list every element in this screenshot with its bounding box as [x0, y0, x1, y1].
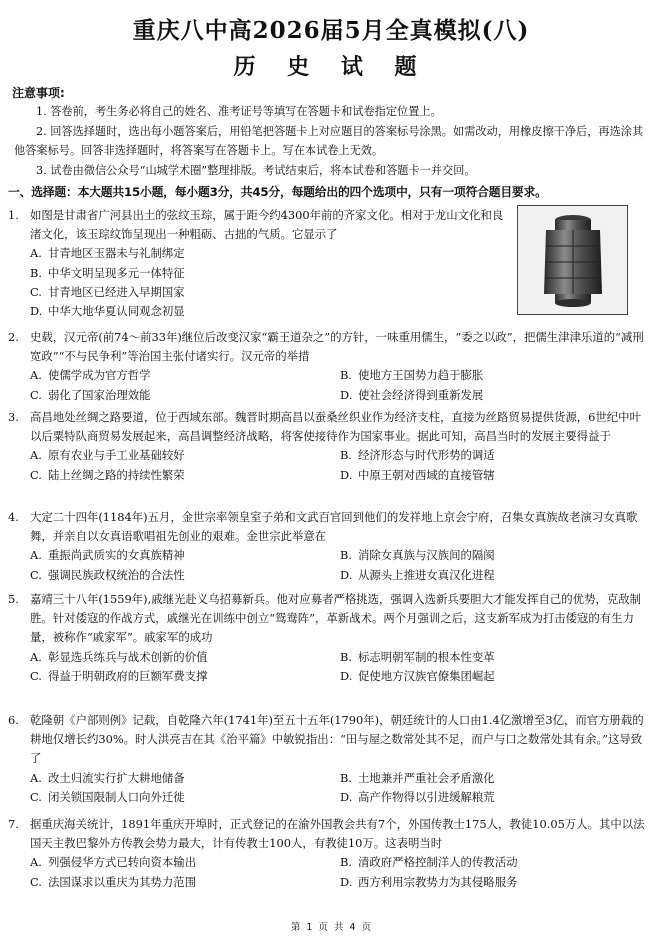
- option-a[interactable]: A. 重振尚武质实的女真族精神: [30, 548, 185, 563]
- notice-list: [14, 102, 648, 180]
- question-6: [8, 711, 650, 807]
- question-7: [8, 815, 650, 892]
- question-number: 5.: [8, 592, 19, 606]
- option-b[interactable]: B. 经济形态与时代形势的调适: [340, 448, 495, 463]
- option-b[interactable]: B. 使地方王国势力趋于膨胀: [340, 368, 484, 383]
- option-b[interactable]: B. 土地兼并严重社会矛盾激化: [340, 770, 495, 785]
- question-4: [8, 508, 650, 585]
- question-number: 2.: [8, 330, 19, 344]
- question-text: 史载，汉元帝(前74～前33年)继位后改变汉家“霸王道杂之”的方针，一味重用儒生，“委之以政”，把儒生津津乐道的“减刑宽政”“不与民争利”等治国主张付诸实行。汉元帝的举措: [30, 330, 644, 364]
- jade-cong-icon: [518, 206, 627, 314]
- option-a[interactable]: A. 改土归流实行扩大耕地储备: [30, 770, 185, 785]
- options: [30, 244, 508, 321]
- question-stem: [8, 590, 650, 648]
- question-text: 乾隆朝《户部则例》记载，自乾隆六年(1741年)至五十五年(1790年)，朝廷统计的人口由1.4亿激增至3亿，而官方册载的耕地仅增长约30%。时人洪亮吉在其《治平篇》中敏锐指出：“田与屋之数常处其不足，而户与口之数常处其有余。”这导致了: [30, 713, 644, 766]
- question-stem: [8, 815, 650, 853]
- options: [30, 546, 650, 584]
- notice-item: 2. 回答选择题时，选出每小题答案后，用铅笔把答题卡上对应题目的答案标号涂黑。如需改动，用橡皮擦干净后，再选涂其他答案标号。回答非选择题时，将答案写在答题卡上。写在本试卷上无效。: [14, 124, 644, 157]
- option-d[interactable]: D. 西方利用宗教势力为其侵略服务: [340, 874, 518, 889]
- option-c[interactable]: C. 甘青地区已经进入早期国家: [30, 284, 185, 299]
- option-b[interactable]: B. 标志明朝军制的根本性变革: [340, 649, 495, 664]
- option-c[interactable]: C. 强调民族政权统治的合法性: [30, 567, 185, 582]
- option-d[interactable]: D. 中原王朝对西域的直接管辖: [340, 467, 495, 482]
- option-c[interactable]: C. 闭关锁国限制人口向外迁徙: [30, 789, 185, 804]
- exam-title: 重庆八中高2026届5月全真模拟(八): [132, 17, 530, 44]
- question-number: 3.: [8, 410, 19, 424]
- option-c[interactable]: C. 法国谋求以重庆为其势力范围: [30, 874, 197, 889]
- option-a[interactable]: A. 彰显选兵练兵与战术创新的价值: [30, 649, 208, 664]
- question-2: [8, 328, 650, 405]
- options: [30, 853, 650, 891]
- question-number: 6.: [8, 713, 19, 727]
- question-text: 嘉靖三十八年(1559年),戚继光赴义乌招募新兵。他对应募者严格挑选，强调入选新兵要胆大才能发挥自己的优势，克敌制胜。针对倭寇的作战方式，戚继光在训练中创立“鸳鸯阵”，革新战术。两个月强训之后，这支新军成为打击倭寇的有生力量，被称作“戚家军”。戚家军的成功: [30, 592, 642, 645]
- question-5: [8, 590, 650, 686]
- option-a[interactable]: A. 甘青地区玉器未与礼制绑定: [30, 246, 185, 261]
- cong-jade-artifact-image: [517, 205, 628, 315]
- question-stem: [8, 711, 650, 769]
- options: [30, 366, 650, 404]
- option-a[interactable]: A. 原有农业与手工业基础较好: [30, 448, 185, 463]
- question-3: [8, 408, 650, 485]
- question-text: 如图是甘肃省广河县出土的弦纹玉琮，属于距今约4300年前的齐家文化。相对于龙山文化和良渚文化，该玉琮纹饰呈现出一种粗砺、古拙的气质。它显示了: [30, 208, 504, 242]
- notice-item: 1. 答卷前，考生务必将自己的姓名、准考证号等填写在答题卡和试卷指定位置上。: [36, 105, 442, 118]
- option-b[interactable]: B. 清政府严格控制洋人的传教活动: [340, 855, 518, 870]
- option-b[interactable]: B. 消除女真族与汉族间的隔阂: [340, 548, 495, 563]
- question-stem: [8, 408, 650, 446]
- option-a[interactable]: A. 列强侵华方式已转向资本输出: [30, 855, 197, 870]
- option-c[interactable]: C. 弱化了国家治理效能: [30, 387, 151, 402]
- question-number: 4.: [8, 510, 19, 524]
- option-d[interactable]: D. 高产作物得以引进缓解粮荒: [340, 789, 495, 804]
- options: [30, 648, 650, 686]
- option-d[interactable]: D. 从源头上推进女真汉化进程: [340, 567, 495, 582]
- question-number: 1.: [8, 208, 19, 222]
- notice-heading: 注意事项:: [12, 86, 65, 100]
- option-d[interactable]: D. 中华大地华夏认同观念初显: [30, 304, 185, 319]
- page-footer: 第 1 页 共 4 页: [290, 922, 372, 933]
- option-b[interactable]: B. 中华文明呈现多元一体特征: [30, 265, 185, 280]
- question-stem: [8, 206, 508, 244]
- option-c[interactable]: C. 得益于明朝政府的巨额军费支撑: [30, 668, 208, 683]
- question-number: 7.: [8, 817, 19, 831]
- option-d[interactable]: D. 促使地方汉族官僚集团崛起: [340, 668, 495, 683]
- question-text: 高昌地处丝绸之路要道，位于西域东部。魏晋时期高昌以蚕桑丝织业作为经济支柱，直接为丝路贸易提供货源，6世纪中叶以后粟特队商贸易发展起来，高昌调整经济战略，将客使接待作为国家事业。据此可知，高昌当时的发展主要得益于: [30, 410, 641, 444]
- options: [30, 446, 650, 484]
- options: [30, 769, 650, 807]
- question-text: 据重庆海关统计，1891年重庆开埠时，正式登记的在渝外国教会共有7个，外国传教士175人，教徒10.05万人。其中以法国天主教巴黎外方传教会势力最大，计有传教士100人，有教徒10万。这表明当时: [30, 817, 645, 851]
- question-stem: [8, 508, 650, 546]
- question-text: 大定二十四年(1184年)五月，金世宗率领皇室子弟和文武百官回到他们的发祥地上京会宁府，召集女真族故老演习女真歌舞，并亲自以女真语歌唱祖先创业的艰难。金世宗此举意在: [30, 510, 638, 544]
- option-d[interactable]: D. 使社会经济得到重新发展: [340, 387, 484, 402]
- subject-title: 历 史 试 题: [233, 54, 429, 80]
- section-heading: 一、选择题：本大题共15小题，每小题3分，共45分，每题给出的四个选项中，只有一项符合题目要求。: [8, 185, 547, 199]
- question-stem: [8, 328, 650, 366]
- question-1: [8, 206, 508, 321]
- option-a[interactable]: A. 使儒学成为官方哲学: [30, 368, 151, 383]
- option-c[interactable]: C. 陆上丝绸之路的持续性繁荣: [30, 467, 185, 482]
- notice-item: 3. 试卷由微信公众号“山城学术圈”整理排版。考试结束后，将本试卷和答题卡一并交回。: [36, 163, 476, 177]
